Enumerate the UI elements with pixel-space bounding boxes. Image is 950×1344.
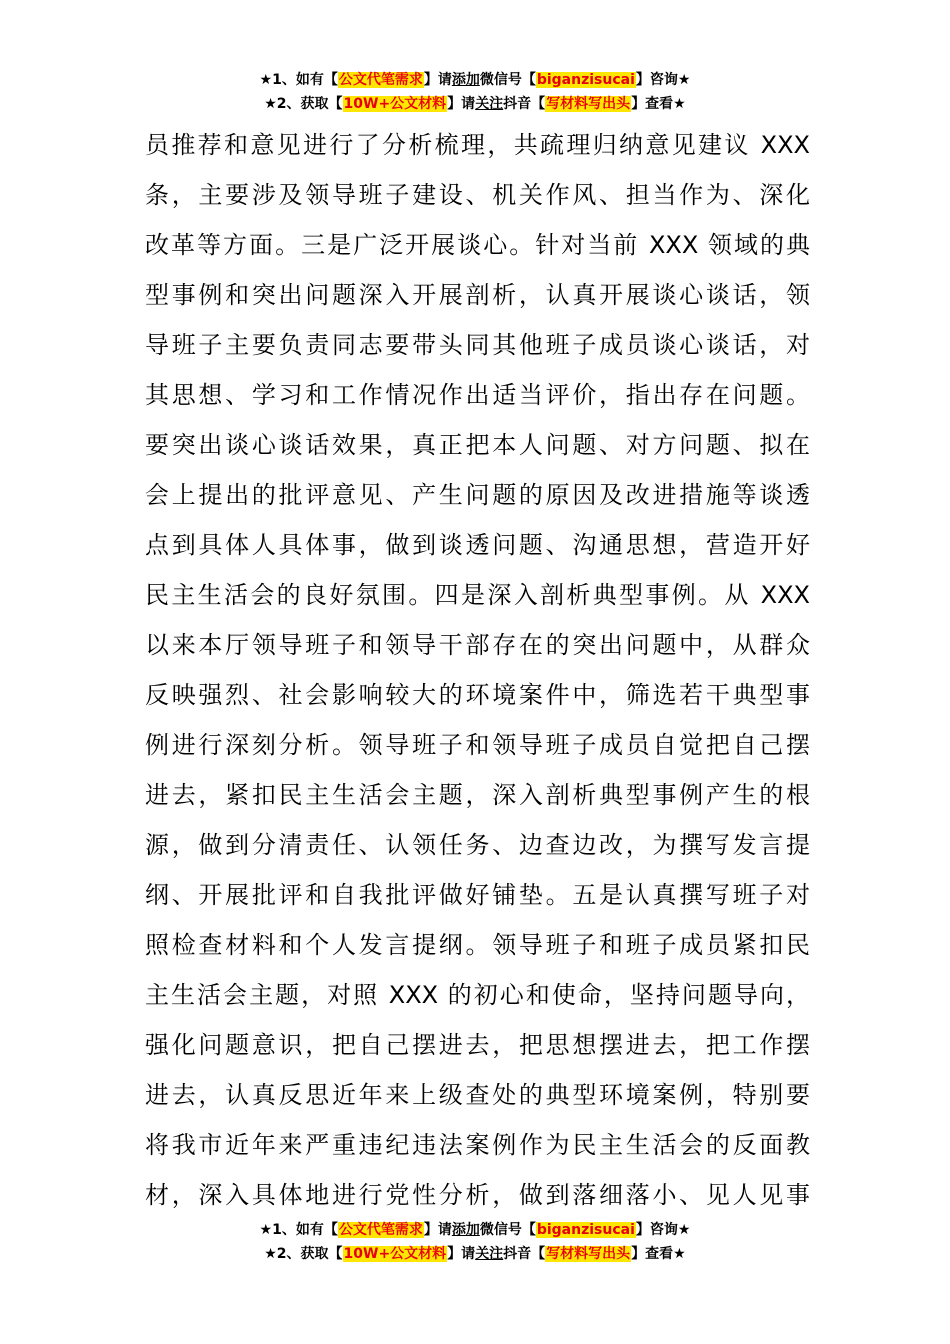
body-line: 主生活会主题，对照 XXX 的初心和使命，坚持问题导向， [145, 981, 810, 1009]
banner-line-2 [0, 92, 950, 116]
banner-text: 】请 [447, 96, 476, 112]
banner-highlight: 公文代笔需求 [338, 72, 423, 88]
banner-text: ★2、获取【 [264, 1246, 343, 1262]
banner-highlight: 公文代笔需求 [338, 1222, 423, 1238]
banner-text: 】请 [423, 72, 452, 88]
body-line: 员推荐和意见进行了分析梳理，共疏理归纳意见建议 XXX [145, 131, 810, 159]
body-line: 纲、开展批评和自我批评做好铺垫。五是认真撰写班子对 [145, 881, 810, 909]
banner-text: 】咨询★ [635, 1222, 691, 1238]
banner-text: 】请 [423, 1222, 452, 1238]
body-line: 以来本厅领导班子和领导干部存在的突出问题中，从群众 [145, 631, 810, 659]
banner-line-1 [0, 1218, 950, 1242]
banner-highlight: 写材料写出头 [546, 1246, 631, 1262]
banner-text: 】查看★ [631, 1246, 686, 1262]
banner-highlight: 10W+公文材料 [343, 1246, 447, 1262]
banner-text: 】咨询★ [635, 72, 691, 88]
body-line: 点到具体人具体事，做到谈透问题、沟通思想，营造开好 [145, 531, 810, 559]
banner-underline: 关注 [475, 1246, 504, 1262]
banner-text: 抖音【 [503, 1246, 546, 1262]
header-banner [0, 68, 950, 116]
body-line: 导班子主要负责同志要带头同其他班子成员谈心谈话，对 [145, 331, 810, 359]
body-line: 型事例和突出问题深入开展剖析，认真开展谈心谈话，领 [145, 281, 810, 309]
body-line: 材，深入具体地进行党性分析，做到落细落小、见人见事 [145, 1181, 810, 1209]
banner-highlight: 写材料写出头 [546, 96, 631, 112]
body-line: 照检查材料和个人发言提纲。领导班子和班子成员紧扣民 [145, 931, 810, 959]
body-line: 强化问题意识，把自己摆进去，把思想摆进去，把工作摆 [145, 1031, 810, 1059]
body-line: 其思想、学习和工作情况作出适当评价，指出存在问题。 [145, 381, 810, 409]
document-body [145, 120, 810, 1220]
banner-line-1 [0, 68, 950, 92]
body-line: 例进行深刻分析。领导班子和领导班子成员自觉把自己摆 [145, 731, 810, 759]
body-line: 反映强烈、社会影响较大的环境案件中，筛选若干典型事 [145, 681, 810, 709]
body-line: 要突出谈心谈话效果，真正把本人问题、对方问题、拟在 [145, 431, 810, 459]
banner-underline: 添加 [451, 1222, 480, 1238]
banner-highlight: biganzisucai [536, 72, 635, 88]
banner-text: ★2、获取【 [264, 96, 343, 112]
body-line: 进去，紧扣民主生活会主题，深入剖析典型事例产生的根 [145, 781, 810, 809]
body-line: 条，主要涉及领导班子建设、机关作风、担当作为、深化 [145, 181, 810, 209]
banner-line-2 [0, 1242, 950, 1266]
banner-highlight: biganzisucai [536, 1222, 635, 1238]
banner-text: 】请 [447, 1246, 476, 1262]
banner-highlight: 10W+公文材料 [343, 96, 447, 112]
banner-underline: 添加 [451, 72, 480, 88]
banner-text: ★1、如有【 [259, 72, 338, 88]
body-line: 源，做到分清责任、认领任务、边查边改，为撰写发言提 [145, 831, 810, 859]
body-line: 进去，认真反思近年来上级查处的典型环境案例，特别要 [145, 1081, 810, 1109]
banner-underline: 关注 [475, 96, 504, 112]
banner-text: 微信号【 [479, 72, 536, 88]
body-line: 会上提出的批评意见、产生问题的原因及改进措施等谈透 [145, 481, 810, 509]
body-line: 改革等方面。三是广泛开展谈心。针对当前 XXX 领域的典 [145, 231, 810, 259]
body-line: 将我市近年来严重违纪违法案例作为民主生活会的反面教 [145, 1131, 810, 1159]
body-line: 民主生活会的良好氛围。四是深入剖析典型事例。从 XXX [145, 581, 810, 609]
banner-text: 】查看★ [631, 96, 686, 112]
banner-text: 微信号【 [479, 1222, 536, 1238]
footer-banner [0, 1218, 950, 1266]
banner-text: ★1、如有【 [259, 1222, 338, 1238]
banner-text: 抖音【 [503, 96, 546, 112]
